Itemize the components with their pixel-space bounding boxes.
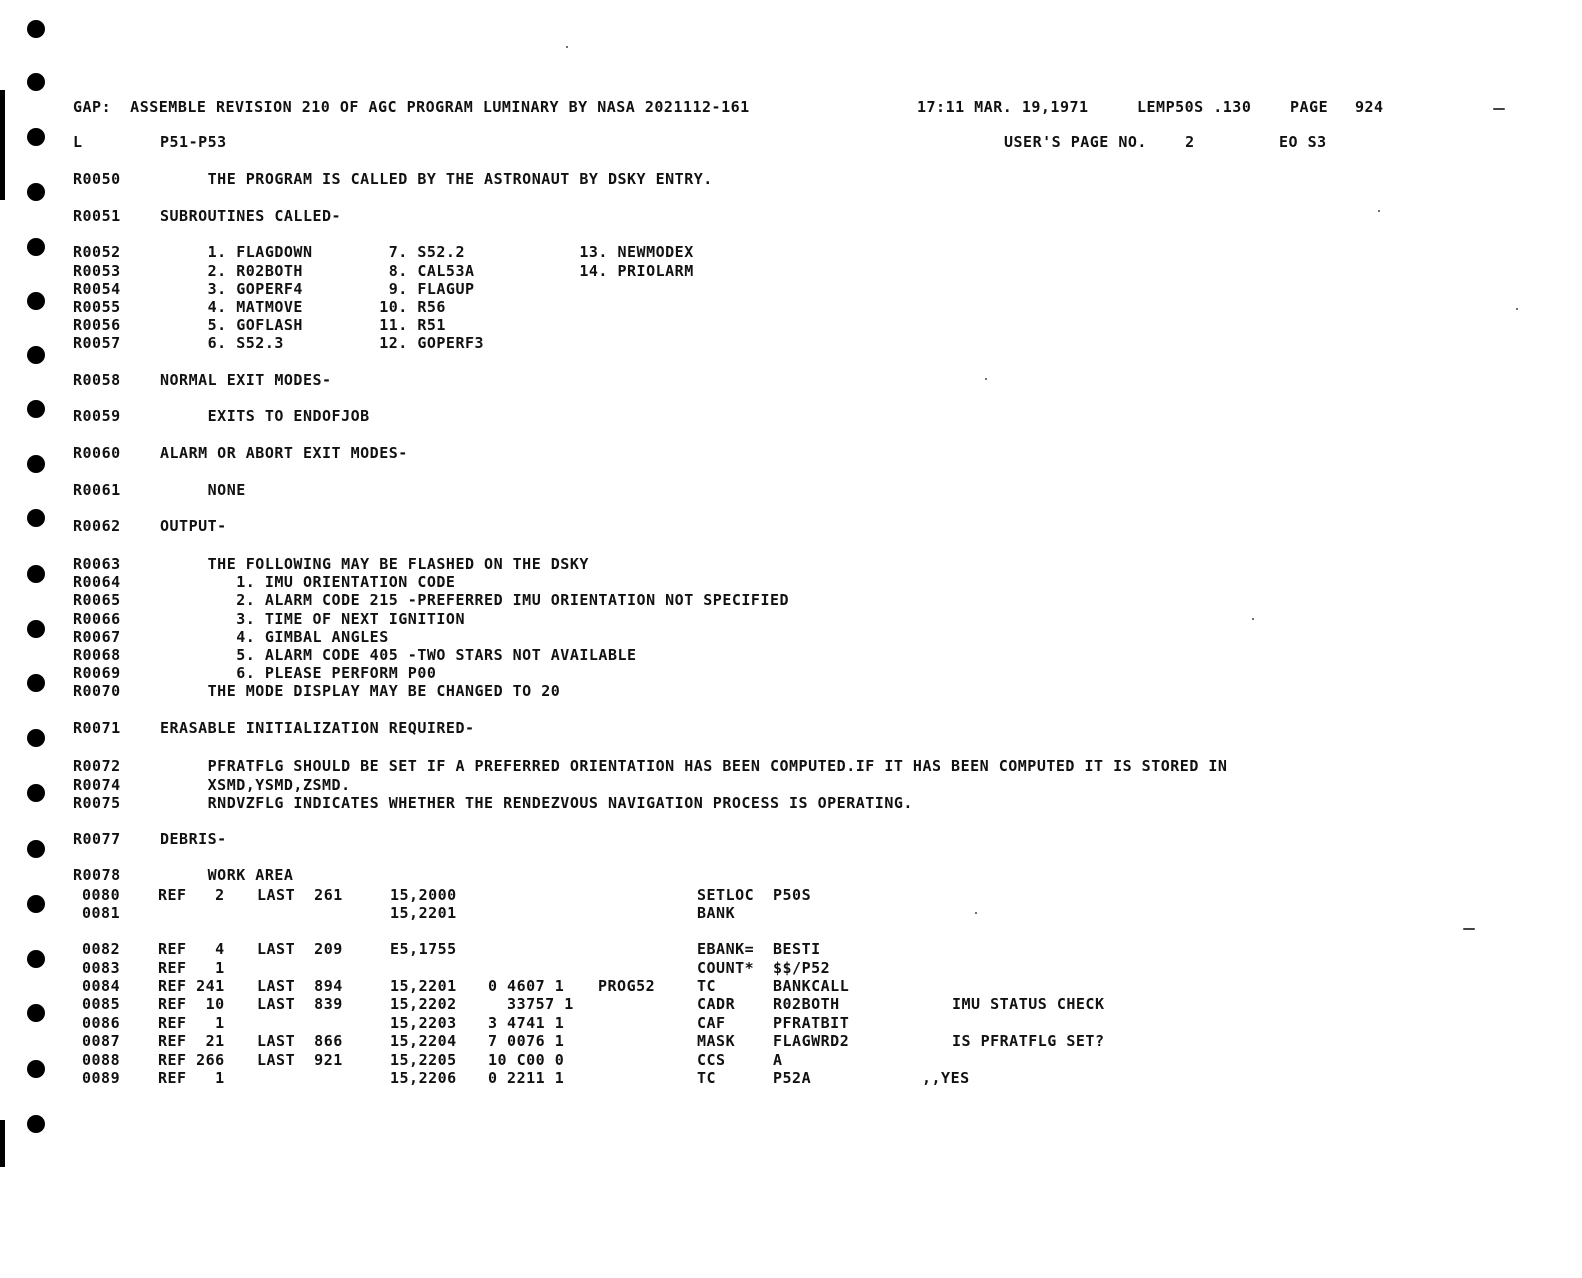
comment-text: THE MODE DISPLAY MAY BE CHANGED TO 20 <box>160 682 561 700</box>
line-number: R0052 <box>73 243 121 261</box>
comment-line <box>0 776 1582 795</box>
comment-line <box>0 830 1582 849</box>
opcode: COUNT* <box>697 959 755 977</box>
comment-line <box>0 682 1582 701</box>
comment-line <box>0 610 1582 629</box>
line-number: R0068 <box>73 646 121 664</box>
comment-line <box>0 407 1582 426</box>
comment-text: 2. R02BOTH 8. CAL53A 14. PRIOLARM <box>160 262 694 280</box>
comment-line <box>0 573 1582 592</box>
address: 15,2203 <box>390 1014 457 1032</box>
operand: PFRATBIT <box>773 1014 850 1032</box>
comment-line <box>0 243 1582 262</box>
subheader-code: L <box>73 133 83 151</box>
operand: P50S <box>773 886 812 904</box>
comment-line <box>0 170 1582 189</box>
punch-hole <box>27 20 45 38</box>
comment-text: NONE <box>160 481 246 499</box>
ref-count: REF 2 <box>158 886 225 904</box>
symbol-label: PROG52 <box>598 977 656 995</box>
comment-line <box>0 316 1582 335</box>
comment-text: DEBRIS- <box>160 830 227 848</box>
comment-text: 2. ALARM CODE 215 -PREFERRED IMU ORIENTATION NOT SPECIFIED <box>160 591 790 609</box>
opcode: CCS <box>697 1051 726 1069</box>
line-number: R0074 <box>73 776 121 794</box>
code-comment: IMU STATUS CHECK <box>952 995 1105 1013</box>
line-number: 0082 <box>82 940 121 958</box>
line-number: R0060 <box>73 444 121 462</box>
code-comment: IS PFRATFLG SET? <box>952 1032 1105 1050</box>
comment-text: THE FOLLOWING MAY BE FLASHED ON THE DSKY <box>160 555 589 573</box>
comment-text: 3. TIME OF NEXT IGNITION <box>160 610 465 628</box>
octal-word: 0 4607 1 <box>488 977 565 995</box>
header-program-ident: LEMP50S .130 <box>1137 98 1252 116</box>
comment-text: SUBROUTINES CALLED- <box>160 207 342 225</box>
address: 15,2204 <box>390 1032 457 1050</box>
line-number: R0078 <box>73 866 121 884</box>
comment-line <box>0 866 1582 885</box>
subheader-eo: EO S3 <box>1279 133 1327 151</box>
ref-count: REF 1 <box>158 1069 225 1087</box>
comment-line <box>0 719 1582 738</box>
line-number: R0051 <box>73 207 121 225</box>
comment-text: EXITS TO ENDOFJOB <box>160 407 370 425</box>
comment-line <box>0 207 1582 226</box>
comment-text: 5. ALARM CODE 405 -TWO STARS NOT AVAILABLE <box>160 646 637 664</box>
operand: BANKCALL <box>773 977 850 995</box>
address: 15,2206 <box>390 1069 457 1087</box>
line-number: R0063 <box>73 555 121 573</box>
comment-line <box>0 517 1582 536</box>
comment-text: THE PROGRAM IS CALLED BY THE ASTRONAUT BY DSKY ENTRY. <box>160 170 713 188</box>
code-line <box>0 1069 1582 1088</box>
opcode: BANK <box>697 904 736 922</box>
octal-word: 33757 1 <box>488 995 574 1013</box>
comment-text: 4. GIMBAL ANGLES <box>160 628 389 646</box>
comment-text: PFRATFLG SHOULD BE SET IF A PREFERRED ORIENTATION HAS BEEN COMPUTED.IF IT HAS BEEN COMPUTED IT IS STORED IN <box>160 757 1228 775</box>
operand: BESTI <box>773 940 821 958</box>
comment-text: 1. FLAGDOWN 7. S52.2 13. NEWMODEX <box>160 243 694 261</box>
line-number: R0054 <box>73 280 121 298</box>
operand: FLAGWRD2 <box>773 1032 850 1050</box>
octal-word: 7 0076 1 <box>488 1032 565 1050</box>
opcode: CAF <box>697 1014 726 1032</box>
line-number: R0077 <box>73 830 121 848</box>
line-number: R0055 <box>73 298 121 316</box>
line-number: 0085 <box>82 995 121 1013</box>
ref-count: REF 1 <box>158 1014 225 1032</box>
punch-hole <box>27 73 45 91</box>
comment-line <box>0 664 1582 683</box>
comment-line <box>0 757 1582 776</box>
opcode: TC <box>697 977 717 995</box>
line-number: R0069 <box>73 664 121 682</box>
line-number: 0081 <box>82 904 121 922</box>
operand: A <box>773 1051 783 1069</box>
listing-header <box>0 98 1582 117</box>
octal-word: 0 2211 1 <box>488 1069 565 1087</box>
comment-text: ALARM OR ABORT EXIT MODES- <box>160 444 408 462</box>
code-line <box>0 940 1582 959</box>
operand: P52A <box>773 1069 812 1087</box>
scan-speck <box>1463 928 1475 930</box>
address: 15,2000 <box>390 886 457 904</box>
last-ref: LAST 839 <box>257 995 343 1013</box>
line-number: 0087 <box>82 1032 121 1050</box>
comment-line <box>0 444 1582 463</box>
ref-count: REF 1 <box>158 959 225 977</box>
address: 15,2201 <box>390 904 457 922</box>
last-ref: LAST 921 <box>257 1051 343 1069</box>
line-number: 0084 <box>82 977 121 995</box>
address: 15,2205 <box>390 1051 457 1069</box>
code-line <box>0 977 1582 996</box>
line-number: R0072 <box>73 757 121 775</box>
comment-text: ERASABLE INITIALIZATION REQUIRED- <box>160 719 475 737</box>
line-number: 0088 <box>82 1051 121 1069</box>
subheader-user-page: USER'S PAGE NO. 2 <box>1004 133 1195 151</box>
opcode: MASK <box>697 1032 736 1050</box>
ref-count: REF 10 <box>158 995 225 1013</box>
subheader-title: P51-P53 <box>160 133 227 151</box>
header-page-label: PAGE <box>1290 98 1329 116</box>
scan-speck <box>566 46 568 48</box>
line-number: 0089 <box>82 1069 121 1087</box>
opcode: TC <box>697 1069 717 1087</box>
opcode: EBANK= <box>697 940 755 958</box>
comment-text: WORK AREA <box>160 866 294 884</box>
comment-line <box>0 298 1582 317</box>
comment-text: RNDVZFLG INDICATES WHETHER THE RENDEZVOUS NAVIGATION PROCESS IS OPERATING. <box>160 794 913 812</box>
address: 15,2202 <box>390 995 457 1013</box>
line-number: R0067 <box>73 628 121 646</box>
code-line <box>0 1032 1582 1051</box>
comment-text: 6. PLEASE PERFORM P00 <box>160 664 437 682</box>
header-page-number: 924 <box>1355 98 1384 116</box>
comment-line <box>0 262 1582 281</box>
operand: $$/P52 <box>773 959 831 977</box>
line-number: R0070 <box>73 682 121 700</box>
code-comment: ,,YES <box>922 1069 970 1087</box>
opcode: CADR <box>697 995 736 1013</box>
comment-text: XSMD,YSMD,ZSMD. <box>160 776 351 794</box>
opcode: SETLOC <box>697 886 755 904</box>
ref-count: REF 21 <box>158 1032 225 1050</box>
last-ref: LAST 261 <box>257 886 343 904</box>
comment-line <box>0 628 1582 647</box>
line-number: 0083 <box>82 959 121 977</box>
line-number: R0064 <box>73 573 121 591</box>
header-timestamp: 17:11 MAR. 19,1971 <box>917 98 1089 116</box>
line-number: 0086 <box>82 1014 121 1032</box>
line-number: R0050 <box>73 170 121 188</box>
comment-line <box>0 646 1582 665</box>
last-ref: LAST 866 <box>257 1032 343 1050</box>
comment-text: 6. S52.3 12. GOPERF3 <box>160 334 485 352</box>
comment-text: 3. GOPERF4 9. FLAGUP <box>160 280 475 298</box>
comment-line <box>0 334 1582 353</box>
octal-word: 10 C00 0 <box>488 1051 565 1069</box>
code-line <box>0 904 1582 923</box>
last-ref: LAST 894 <box>257 977 343 995</box>
code-line <box>0 1014 1582 1033</box>
address: E5,1755 <box>390 940 457 958</box>
line-number: R0059 <box>73 407 121 425</box>
line-number: R0071 <box>73 719 121 737</box>
line-number: R0058 <box>73 371 121 389</box>
ref-count: REF 266 <box>158 1051 225 1069</box>
code-line <box>0 1051 1582 1070</box>
comment-text: OUTPUT- <box>160 517 227 535</box>
line-number: R0062 <box>73 517 121 535</box>
last-ref: LAST 209 <box>257 940 343 958</box>
line-number: R0066 <box>73 610 121 628</box>
line-number: R0057 <box>73 334 121 352</box>
comment-text: 5. GOFLASH 11. R51 <box>160 316 446 334</box>
operand: R02BOTH <box>773 995 840 1013</box>
code-line <box>0 886 1582 905</box>
comment-line <box>0 481 1582 500</box>
header-assembly-info: GAP: ASSEMBLE REVISION 210 OF AGC PROGRAM LUMINARY BY NASA 2021112-161 <box>73 98 750 116</box>
octal-word: 3 4741 1 <box>488 1014 565 1032</box>
comment-line <box>0 371 1582 390</box>
comment-line <box>0 280 1582 299</box>
ref-count: REF 241 <box>158 977 225 995</box>
line-number: R0065 <box>73 591 121 609</box>
comment-line <box>0 794 1582 813</box>
comment-line <box>0 591 1582 610</box>
listing-subheader <box>0 133 1582 152</box>
line-number: R0075 <box>73 794 121 812</box>
comment-line <box>0 555 1582 574</box>
ref-count: REF 4 <box>158 940 225 958</box>
code-line <box>0 995 1582 1014</box>
line-number: 0080 <box>82 886 121 904</box>
comment-text: 4. MATMOVE 10. R56 <box>160 298 446 316</box>
address: 15,2201 <box>390 977 457 995</box>
code-line <box>0 959 1582 978</box>
line-number: R0056 <box>73 316 121 334</box>
line-number: R0061 <box>73 481 121 499</box>
comment-text: 1. IMU ORIENTATION CODE <box>160 573 456 591</box>
line-number: R0053 <box>73 262 121 280</box>
comment-text: NORMAL EXIT MODES- <box>160 371 332 389</box>
